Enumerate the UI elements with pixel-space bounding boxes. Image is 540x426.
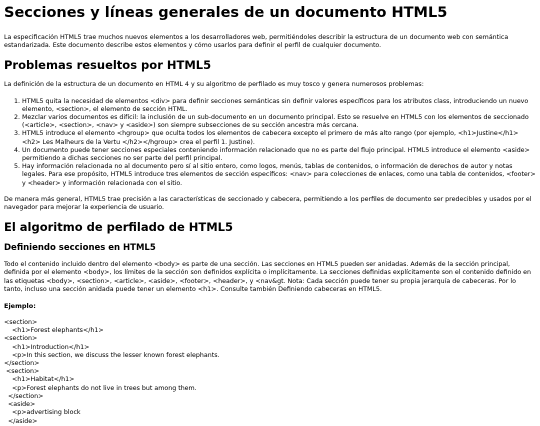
list-item: 1. HTML5 quita la necesidad de elementos <div> para definir secciones semánticas sin definir valores específicos para los atributos class, introduciendo un nuevo elemento, <section>, el elemento de sección HTML. bbox=[22, 98, 536, 114]
code-line: </section> bbox=[4, 360, 40, 368]
code-line: </aside> bbox=[4, 417, 38, 425]
section-heading-problems: Problemas resueltos por HTML5 bbox=[4, 58, 212, 73]
page-title: Secciones y líneas generales de un documento HTML5 bbox=[4, 5, 448, 21]
example-label: Ejemplo: bbox=[4, 302, 36, 311]
code-line: <p>advertising block bbox=[4, 409, 81, 417]
code-line: <h1>Forest elephants</h1> bbox=[4, 327, 104, 335]
problems-closing-paragraph: De manera más general, HTML5 trae precisión a las características de seccionado y cabecera, permitiendo a los perfiles de documento ser predecibles y usados por el navegador para mejorar la experiencia de usuario. bbox=[4, 195, 532, 212]
code-line: <h1>Habitat</h1> bbox=[4, 376, 75, 384]
defining-sections-paragraph: Todo el contenido incluido dentro del elemento <body> es parte de una sección. Las secciones en HTML5 pueden ser anidadas. Además de la sección principal, definida por el elemento <body>, los límites de la sección son definidos explícita o implícitamente. La secciones definidas explícitamente son el contenido definido en las etiquetas <body>, <section>, <article>, <aside>, <footer>, <header>, y <nav&gt. Nota: Cada sección puede tener su propia jerarquía de cabeceras. Por lo tanto, incluso una sección anidada puede tener un elemento <h1>. Consulte también Definiendo cabeceras en HTML5. bbox=[4, 261, 532, 293]
code-example bbox=[4, 319, 536, 426]
problems-list bbox=[4, 98, 536, 188]
code-line: <p>Forest elephants do not live in trees but among them. bbox=[4, 384, 197, 392]
list-item: 5. Hay información relacionada no al documento pero sí al sitio entero, como logos, menús, tablas de contenidos, o información de derechos de autor y notas legales. Para ese propósito, HTML5 introduce tres elementos de sección específicos: <nav> para colecciones de enlaces, como una tabla de contenidos, <footer> y <header> y información relacionada con el sitio. bbox=[22, 163, 536, 188]
list-item: 3. HTML5 introduce el elemento <hgroup> que oculta todos los elementos de cabecera excepto el primero de más alto rango (por ejemplo, <h1>Justine</h1><h2> Les Malheurs de la Vertu </h2></hgroup> crea el perfil 1. Justine). bbox=[22, 130, 536, 146]
section-heading-algorithm: El algoritmo de perfilado de HTML5 bbox=[4, 220, 234, 235]
subsection-heading-defining-sections: Definiendo secciones en HTML5 bbox=[4, 243, 156, 254]
list-item: 4. Un documento puede tener secciones especiales conteniendo información relacionado que no es parte del flujo principal. HTML5 introduce el elemento <aside> permitiendo a dichas secciones no ser parte del perfil principal. bbox=[22, 147, 536, 163]
intro-paragraph: La especificación HTML5 trae muchos nuevos elementos a los desarrolladores web, permitiéndoles describir la estructura de un documento web con semántica estandarizada. Este documento describe estos elementos y cómo usarlos para definir el perfil de cualquier documento. bbox=[4, 34, 509, 50]
code-line: </section> bbox=[4, 392, 44, 400]
code-line: <h1>Introduction</h1> bbox=[4, 343, 90, 351]
code-line: <section> bbox=[4, 368, 40, 376]
code-line: <p>In this section, we discuss the lesser known forest elephants. bbox=[4, 351, 220, 359]
code-line: <section> bbox=[4, 335, 38, 343]
code-line: <section> bbox=[4, 319, 38, 327]
problems-lead-paragraph: La definición de la estructura de un documento en HTML 4 y su algoritmo de perfilado es muy tosco y genera numerosos problemas: bbox=[4, 81, 424, 89]
list-item: 2. Mezclar varios documentos es difícil: la inclusión de un sub-documento en un documento principal. Esto se resuelve en HTML5 con los elementos de seccionado (<article>, <section>, <nav> y <aside>) son siempre subsecciones de su sección ancestra más cercana. bbox=[22, 114, 536, 130]
code-line: <aside> bbox=[4, 401, 36, 409]
